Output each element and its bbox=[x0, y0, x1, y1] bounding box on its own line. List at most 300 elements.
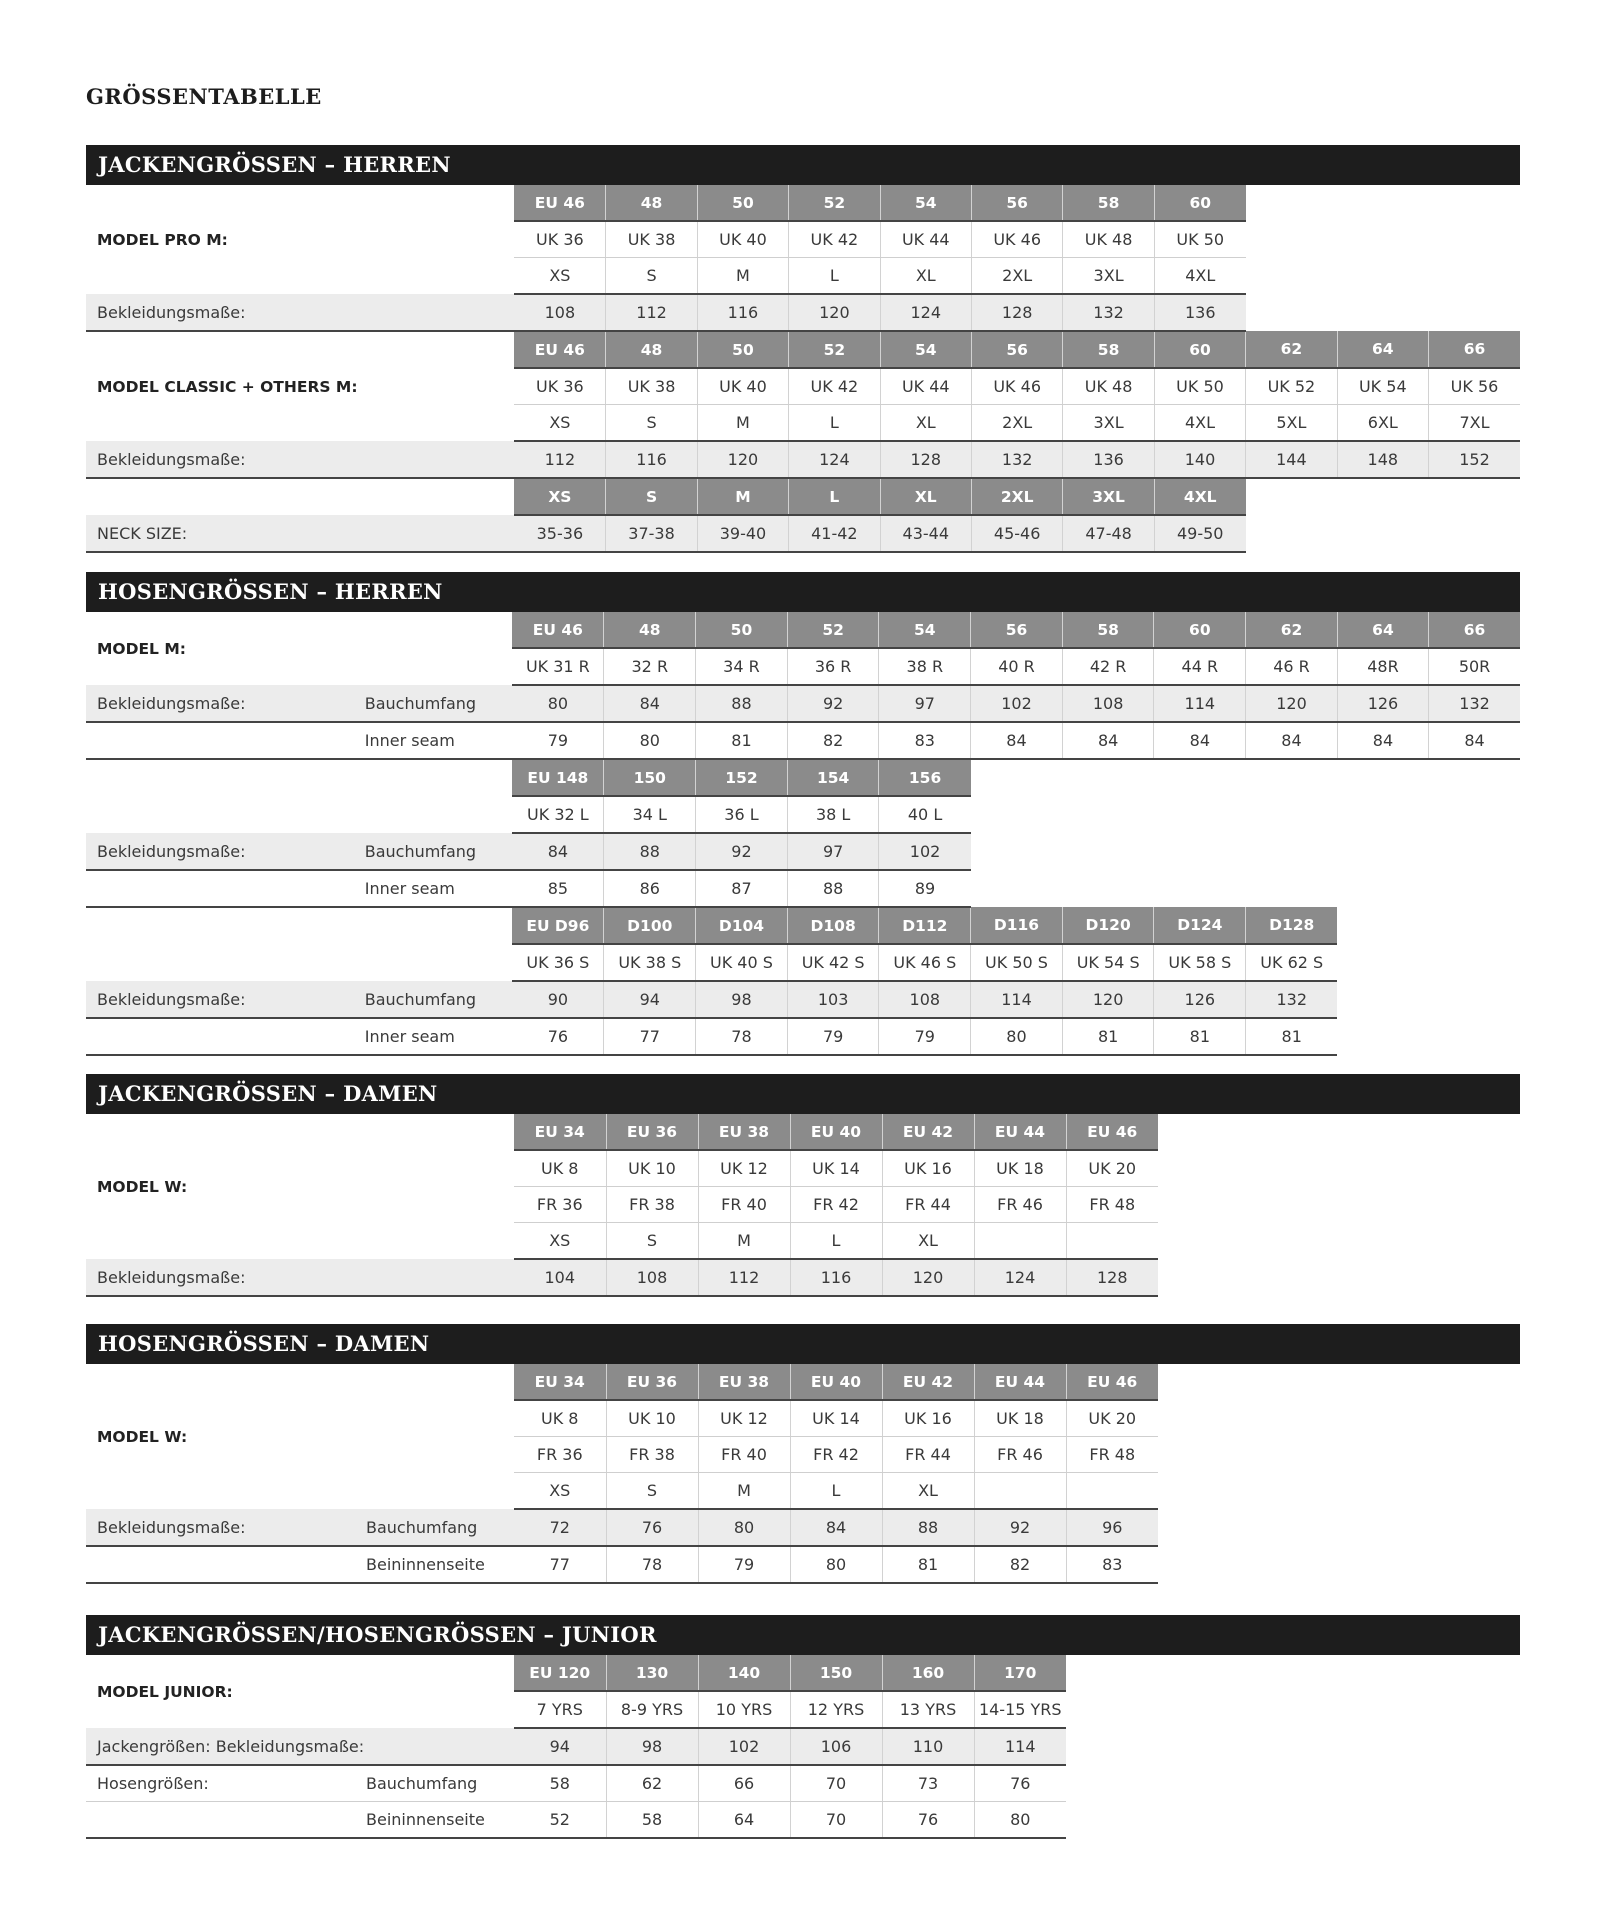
section-header: JACKENGRÖSSEN – HERREN bbox=[86, 145, 1520, 185]
value-cell: UK 44 bbox=[880, 368, 971, 405]
size-header-cell: 152 bbox=[696, 759, 788, 796]
value-cell: 132 bbox=[1429, 685, 1520, 722]
section-header: JACKENGRÖSSEN – DAMEN bbox=[86, 1074, 1520, 1114]
value-cell: 76 bbox=[512, 1018, 604, 1055]
value-cell: 104 bbox=[514, 1259, 606, 1296]
value-cell: UK 12 bbox=[698, 1150, 790, 1187]
value-cell: UK 54 S bbox=[1062, 944, 1154, 981]
value-cell: 83 bbox=[1066, 1546, 1158, 1583]
size-header-cell: 170 bbox=[974, 1655, 1066, 1691]
value-cell: 49-50 bbox=[1154, 515, 1245, 552]
age-cell: 7 YRS bbox=[514, 1691, 606, 1728]
table-row bbox=[86, 1018, 1520, 1055]
value-cell: 90 bbox=[512, 981, 604, 1018]
value-cell: 79 bbox=[787, 1018, 879, 1055]
value-cell: 81 bbox=[696, 722, 788, 759]
value-cell: 114 bbox=[974, 1728, 1066, 1765]
size-header-cell: EU 34 bbox=[514, 1364, 606, 1400]
size-header-cell: EU 148 bbox=[512, 759, 604, 796]
value-cell: 80 bbox=[790, 1546, 882, 1583]
value-cell: FR 42 bbox=[790, 1437, 882, 1473]
value-cell: S bbox=[606, 1473, 698, 1510]
size-header-cell: EU 40 bbox=[790, 1364, 882, 1400]
size-header-cell: EU 44 bbox=[974, 1114, 1066, 1150]
value-cell: 132 bbox=[1063, 294, 1154, 331]
value-cell: UK 10 bbox=[606, 1400, 698, 1437]
value-cell: UK 46 bbox=[971, 368, 1062, 405]
value-cell: S bbox=[606, 1223, 698, 1260]
table-row bbox=[86, 685, 1520, 722]
table-row bbox=[86, 294, 1520, 331]
value-cell: UK 58 S bbox=[1154, 944, 1246, 981]
jacket-measure-label: Jackengrößen: Bekleidungsmaße: bbox=[86, 1728, 514, 1765]
belly-label: Bauchumfang bbox=[354, 685, 513, 722]
value-cell: 80 bbox=[512, 685, 604, 722]
value-cell: 108 bbox=[606, 1259, 698, 1296]
size-header-cell: 156 bbox=[879, 759, 971, 796]
age-cell: 12 YRS bbox=[790, 1691, 882, 1728]
value-cell: 84 bbox=[790, 1509, 882, 1546]
value-cell: 80 bbox=[974, 1802, 1066, 1839]
size-header-cell: 62 bbox=[1246, 612, 1338, 648]
size-header-cell: 62 bbox=[1246, 331, 1337, 368]
inner-seam-label: Inner seam bbox=[354, 722, 513, 759]
model-label: MODEL CLASSIC + OTHERS M: bbox=[97, 377, 358, 396]
value-cell: 148 bbox=[1337, 441, 1428, 478]
size-header-cell: 50 bbox=[697, 331, 788, 368]
empty-cell bbox=[355, 1223, 514, 1260]
value-cell: 88 bbox=[696, 685, 788, 722]
belly-label: Bauchumfang bbox=[355, 1509, 514, 1546]
size-header-cell: L bbox=[789, 478, 880, 515]
value-cell: 5XL bbox=[1246, 405, 1337, 442]
measure-label: Bekleidungsmaße: bbox=[86, 1259, 514, 1296]
value-cell: 82 bbox=[787, 722, 879, 759]
value-cell: FR 48 bbox=[1066, 1437, 1158, 1473]
measure-label: Bekleidungsmaße: bbox=[86, 685, 354, 722]
model-label: MODEL W: bbox=[97, 1427, 188, 1446]
size-header-cell: D128 bbox=[1246, 907, 1338, 944]
size-header-cell: 50 bbox=[696, 612, 788, 648]
size-header-cell: 66 bbox=[1429, 612, 1520, 648]
value-cell: 72 bbox=[514, 1509, 606, 1546]
empty-cell bbox=[358, 221, 515, 258]
size-header-cell: 48 bbox=[606, 185, 697, 221]
size-header-cell: 56 bbox=[971, 612, 1063, 648]
value-cell: 96 bbox=[1066, 1509, 1158, 1546]
value-cell: 132 bbox=[971, 441, 1062, 478]
value-cell: UK 46 S bbox=[879, 944, 971, 981]
value-cell: 37-38 bbox=[606, 515, 697, 552]
empty-cell bbox=[355, 1437, 514, 1473]
belly-label: Bauchumfang bbox=[354, 981, 513, 1018]
section-header: JACKENGRÖSSEN/HOSENGRÖSSEN – JUNIOR bbox=[86, 1615, 1520, 1655]
value-cell: 144 bbox=[1246, 441, 1337, 478]
value-cell bbox=[1066, 1223, 1158, 1260]
value-cell: 58 bbox=[514, 1765, 606, 1802]
value-cell: 97 bbox=[787, 833, 879, 870]
value-cell: 78 bbox=[696, 1018, 788, 1055]
size-header-cell: D100 bbox=[604, 907, 696, 944]
value-cell: FR 46 bbox=[974, 1187, 1066, 1223]
empty-cell bbox=[358, 368, 515, 405]
size-header-cell: 66 bbox=[1429, 331, 1521, 368]
value-cell: 136 bbox=[1063, 441, 1154, 478]
value-cell: 76 bbox=[974, 1765, 1066, 1802]
size-header-cell: 52 bbox=[787, 612, 879, 648]
value-cell: L bbox=[790, 1473, 882, 1510]
value-cell: UK 38 bbox=[606, 221, 697, 258]
value-cell: 102 bbox=[698, 1728, 790, 1765]
value-cell: 79 bbox=[512, 722, 604, 759]
value-cell: 128 bbox=[971, 294, 1062, 331]
value-cell: 116 bbox=[790, 1259, 882, 1296]
value-cell: 80 bbox=[971, 1018, 1063, 1055]
table-row bbox=[86, 1259, 1158, 1296]
value-cell: L bbox=[790, 1223, 882, 1260]
size-header-cell: EU 120 bbox=[514, 1655, 606, 1691]
inseam-label: Beininnenseite bbox=[355, 1802, 514, 1839]
size-header-cell: 48 bbox=[606, 331, 697, 368]
value-cell: 89 bbox=[879, 870, 971, 907]
value-cell: 62 bbox=[606, 1765, 698, 1802]
empty-cell bbox=[355, 1691, 514, 1728]
value-cell: 132 bbox=[1246, 981, 1338, 1018]
value-cell: XL bbox=[882, 1473, 974, 1510]
value-cell: UK 20 bbox=[1066, 1400, 1158, 1437]
value-cell: UK 44 bbox=[880, 221, 971, 258]
value-cell: FR 44 bbox=[882, 1437, 974, 1473]
value-cell: 38 L bbox=[787, 796, 879, 833]
value-cell: UK 48 bbox=[1063, 221, 1154, 258]
value-cell: 47-48 bbox=[1063, 515, 1154, 552]
value-cell: 114 bbox=[1154, 685, 1246, 722]
size-header-cell: 56 bbox=[971, 185, 1062, 221]
size-header-cell: S bbox=[606, 478, 697, 515]
size-header-cell: 54 bbox=[880, 185, 971, 221]
empty-cell bbox=[358, 258, 515, 295]
neck-size-label: NECK SIZE: bbox=[86, 515, 514, 552]
value-cell: 84 bbox=[604, 685, 696, 722]
value-cell: XS bbox=[514, 1223, 606, 1260]
empty-cell bbox=[86, 478, 358, 515]
value-cell: UK 48 bbox=[1063, 368, 1154, 405]
value-cell: M bbox=[698, 1473, 790, 1510]
value-cell: 77 bbox=[604, 1018, 696, 1055]
value-cell: 76 bbox=[882, 1802, 974, 1839]
value-cell: 52 bbox=[514, 1802, 606, 1839]
value-cell: FR 36 bbox=[514, 1437, 606, 1473]
value-cell: S bbox=[606, 258, 697, 295]
value-cell: 41-42 bbox=[789, 515, 880, 552]
empty-cell bbox=[86, 944, 354, 981]
size-header-cell: EU 42 bbox=[882, 1364, 974, 1400]
value-cell: 106 bbox=[790, 1728, 882, 1765]
value-cell: 84 bbox=[1429, 722, 1520, 759]
empty-cell bbox=[354, 944, 513, 981]
measure-label: Bekleidungsmaße: bbox=[86, 294, 514, 331]
value-cell: 45-46 bbox=[971, 515, 1062, 552]
value-cell: 92 bbox=[696, 833, 788, 870]
value-cell: 40 L bbox=[879, 796, 971, 833]
value-cell: UK 46 bbox=[971, 221, 1062, 258]
value-cell: 128 bbox=[880, 441, 971, 478]
value-cell: L bbox=[789, 258, 880, 295]
value-cell: 6XL bbox=[1337, 405, 1428, 442]
table-row bbox=[86, 331, 1520, 368]
belly-label: Bauchumfang bbox=[355, 1765, 514, 1802]
empty-cell bbox=[355, 1150, 514, 1187]
table-row bbox=[86, 759, 1520, 796]
pants-men-table bbox=[86, 612, 1520, 1056]
value-cell: FR 38 bbox=[606, 1187, 698, 1223]
value-cell: 94 bbox=[514, 1728, 606, 1765]
value-cell: 110 bbox=[882, 1728, 974, 1765]
value-cell: XS bbox=[514, 258, 605, 295]
size-header-cell: XL bbox=[880, 478, 971, 515]
size-header-cell: 56 bbox=[971, 331, 1062, 368]
value-cell: 70 bbox=[790, 1802, 882, 1839]
value-cell: 81 bbox=[1062, 1018, 1154, 1055]
empty-cell bbox=[355, 1400, 514, 1437]
size-header-cell: D112 bbox=[879, 907, 971, 944]
value-cell: UK 14 bbox=[790, 1400, 882, 1437]
value-cell: 83 bbox=[879, 722, 971, 759]
size-header-cell: 64 bbox=[1337, 331, 1428, 368]
measure-label: Bekleidungsmaße: bbox=[86, 1509, 355, 1546]
value-cell: 98 bbox=[606, 1728, 698, 1765]
table-row bbox=[86, 185, 1520, 221]
value-cell: 66 bbox=[698, 1765, 790, 1802]
value-cell: M bbox=[698, 1223, 790, 1260]
value-cell: 2XL bbox=[971, 405, 1062, 442]
section-pants-women bbox=[86, 1324, 1520, 1584]
value-cell: 102 bbox=[879, 833, 971, 870]
value-cell: 58 bbox=[606, 1802, 698, 1839]
value-cell: 3XL bbox=[1063, 405, 1154, 442]
value-cell: 77 bbox=[514, 1546, 606, 1583]
value-cell: 112 bbox=[514, 441, 605, 478]
size-header-cell: EU 46 bbox=[1066, 1114, 1158, 1150]
value-cell: 120 bbox=[1246, 685, 1338, 722]
value-cell: S bbox=[606, 405, 697, 442]
value-cell: UK 42 S bbox=[787, 944, 879, 981]
size-header-cell: 54 bbox=[880, 331, 971, 368]
size-header-cell: 58 bbox=[1063, 331, 1154, 368]
size-header-cell: 48 bbox=[604, 612, 696, 648]
empty-cell bbox=[86, 907, 354, 944]
table-row bbox=[86, 1546, 1158, 1583]
size-header-cell: 140 bbox=[698, 1655, 790, 1691]
value-cell: 88 bbox=[787, 870, 879, 907]
value-cell: UK 54 bbox=[1337, 368, 1428, 405]
value-cell: UK 8 bbox=[514, 1400, 606, 1437]
value-cell: UK 38 bbox=[606, 368, 697, 405]
value-cell: 124 bbox=[880, 294, 971, 331]
value-cell: UK 50 bbox=[1154, 221, 1245, 258]
table-row bbox=[86, 1765, 1066, 1802]
empty-cell bbox=[358, 185, 515, 221]
model-label: MODEL W: bbox=[97, 1177, 188, 1196]
measure-label: Bekleidungsmaße: bbox=[86, 441, 514, 478]
value-cell: 86 bbox=[604, 870, 696, 907]
junior-table bbox=[86, 1655, 1066, 1839]
value-cell: FR 46 bbox=[974, 1437, 1066, 1473]
value-cell bbox=[1066, 1473, 1158, 1510]
age-cell: 10 YRS bbox=[698, 1691, 790, 1728]
empty-cell bbox=[358, 331, 515, 368]
size-header-cell: EU 46 bbox=[514, 331, 605, 368]
value-cell: 81 bbox=[1246, 1018, 1338, 1055]
value-cell: FR 36 bbox=[514, 1187, 606, 1223]
value-cell: 87 bbox=[696, 870, 788, 907]
empty-cell bbox=[86, 1802, 355, 1839]
value-cell: 43-44 bbox=[880, 515, 971, 552]
value-cell: 124 bbox=[789, 441, 880, 478]
inseam-label: Beininnenseite bbox=[355, 1546, 514, 1583]
size-header-cell: 130 bbox=[606, 1655, 698, 1691]
value-cell: 39-40 bbox=[697, 515, 788, 552]
value-cell: UK 8 bbox=[514, 1150, 606, 1187]
value-cell: 126 bbox=[1154, 981, 1246, 1018]
value-cell: XS bbox=[514, 1473, 606, 1510]
value-cell: 80 bbox=[698, 1509, 790, 1546]
value-cell: FR 42 bbox=[790, 1187, 882, 1223]
section-pants-men bbox=[86, 572, 1520, 1056]
table-row bbox=[86, 1655, 1066, 1691]
value-cell: 38 R bbox=[879, 648, 971, 685]
section-jacket-men bbox=[86, 145, 1520, 553]
empty-cell bbox=[86, 870, 354, 907]
value-cell: 92 bbox=[787, 685, 879, 722]
value-cell: 108 bbox=[514, 294, 605, 331]
value-cell: 81 bbox=[882, 1546, 974, 1583]
value-cell: 112 bbox=[698, 1259, 790, 1296]
size-header-cell: 4XL bbox=[1154, 478, 1245, 515]
value-cell: 42 R bbox=[1062, 648, 1154, 685]
value-cell: 102 bbox=[971, 685, 1063, 722]
empty-cell bbox=[86, 759, 354, 796]
value-cell: UK 20 bbox=[1066, 1150, 1158, 1187]
value-cell: 48R bbox=[1337, 648, 1428, 685]
value-cell: 128 bbox=[1066, 1259, 1158, 1296]
model-label: MODEL JUNIOR: bbox=[97, 1682, 233, 1701]
size-header-cell: 58 bbox=[1063, 185, 1154, 221]
size-header-cell: 60 bbox=[1154, 185, 1245, 221]
empty-cell bbox=[354, 796, 513, 833]
value-cell: 116 bbox=[697, 294, 788, 331]
size-header-cell: 50 bbox=[697, 185, 788, 221]
value-cell bbox=[974, 1473, 1066, 1510]
value-cell: 85 bbox=[512, 870, 604, 907]
model-label: MODEL M: bbox=[97, 639, 186, 658]
value-cell: XL bbox=[880, 405, 971, 442]
pants-women-table bbox=[86, 1364, 1158, 1584]
value-cell: 140 bbox=[1154, 441, 1245, 478]
value-cell: UK 36 S bbox=[512, 944, 604, 981]
table-row bbox=[86, 907, 1520, 944]
value-cell: FR 40 bbox=[698, 1187, 790, 1223]
value-cell: UK 36 bbox=[514, 221, 605, 258]
table-row bbox=[86, 1509, 1158, 1546]
value-cell: 4XL bbox=[1154, 405, 1245, 442]
size-header-cell: D108 bbox=[787, 907, 879, 944]
value-cell: 136 bbox=[1154, 294, 1245, 331]
size-header-cell: 160 bbox=[882, 1655, 974, 1691]
value-cell: UK 62 S bbox=[1246, 944, 1338, 981]
value-cell: UK 18 bbox=[974, 1150, 1066, 1187]
value-cell: 7XL bbox=[1429, 405, 1521, 442]
value-cell: 82 bbox=[974, 1546, 1066, 1583]
table-row bbox=[86, 1802, 1066, 1839]
size-header-cell: 2XL bbox=[971, 478, 1062, 515]
value-cell: FR 44 bbox=[882, 1187, 974, 1223]
value-cell: UK 50 S bbox=[971, 944, 1063, 981]
value-cell: 84 bbox=[512, 833, 604, 870]
value-cell: UK 32 L bbox=[512, 796, 604, 833]
value-cell: UK 10 bbox=[606, 1150, 698, 1187]
value-cell: 124 bbox=[974, 1259, 1066, 1296]
value-cell: UK 52 bbox=[1246, 368, 1337, 405]
value-cell: 2XL bbox=[971, 258, 1062, 295]
size-header-cell: EU 46 bbox=[1066, 1364, 1158, 1400]
empty-cell bbox=[86, 1018, 354, 1055]
size-header-cell: 52 bbox=[789, 185, 880, 221]
value-cell: 78 bbox=[606, 1546, 698, 1583]
empty-cell bbox=[354, 612, 513, 648]
value-cell: 126 bbox=[1337, 685, 1428, 722]
value-cell: 44 R bbox=[1154, 648, 1246, 685]
inner-seam-label: Inner seam bbox=[354, 1018, 513, 1055]
size-header-cell: D104 bbox=[696, 907, 788, 944]
value-cell: FR 38 bbox=[606, 1437, 698, 1473]
empty-cell bbox=[355, 1114, 514, 1150]
value-cell: 88 bbox=[882, 1509, 974, 1546]
value-cell: 46 R bbox=[1246, 648, 1338, 685]
value-cell: UK 16 bbox=[882, 1150, 974, 1187]
size-header-cell: EU 46 bbox=[512, 612, 604, 648]
empty-cell bbox=[354, 759, 513, 796]
table-row bbox=[86, 1364, 1158, 1400]
table-row bbox=[86, 612, 1520, 648]
value-cell: 84 bbox=[1062, 722, 1154, 759]
value-cell: M bbox=[697, 258, 788, 295]
value-cell: 36 L bbox=[696, 796, 788, 833]
value-cell: XL bbox=[880, 258, 971, 295]
table-row bbox=[86, 515, 1520, 552]
section-jacket-women bbox=[86, 1074, 1520, 1297]
value-cell: UK 42 bbox=[789, 368, 880, 405]
value-cell: 84 bbox=[1246, 722, 1338, 759]
value-cell: L bbox=[789, 405, 880, 442]
value-cell: UK 14 bbox=[790, 1150, 882, 1187]
value-cell: 120 bbox=[1062, 981, 1154, 1018]
size-header-cell: EU 38 bbox=[698, 1114, 790, 1150]
value-cell: UK 50 bbox=[1154, 368, 1245, 405]
value-cell: 84 bbox=[971, 722, 1063, 759]
value-cell: 79 bbox=[879, 1018, 971, 1055]
value-cell: 97 bbox=[879, 685, 971, 722]
size-header-cell: EU D96 bbox=[512, 907, 604, 944]
empty-cell bbox=[358, 478, 515, 515]
value-cell: 120 bbox=[882, 1259, 974, 1296]
value-cell: 88 bbox=[604, 833, 696, 870]
table-row bbox=[86, 1114, 1158, 1150]
value-cell: 92 bbox=[974, 1509, 1066, 1546]
value-cell: 34 L bbox=[604, 796, 696, 833]
table-row bbox=[86, 944, 1520, 981]
value-cell: 103 bbox=[787, 981, 879, 1018]
